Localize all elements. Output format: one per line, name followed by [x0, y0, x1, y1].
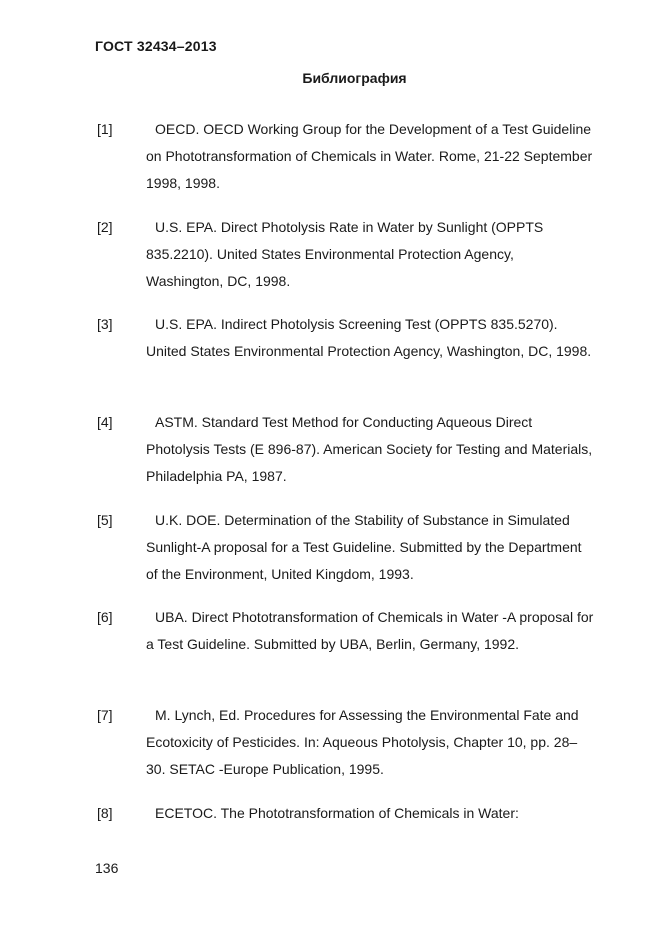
reference-number: [5] [97, 512, 113, 528]
page-number: 136 [95, 860, 119, 876]
reference-text: U.S. EPA. Direct Photolysis Rate in Water by Sunlight (OPPTS 835.2210). United States Environmental Protection Agency, Washington, DC, 1998. [146, 219, 544, 289]
reference-number: [6] [97, 609, 113, 625]
reference-number: [3] [97, 316, 113, 332]
reference-number: [2] [97, 219, 113, 235]
reference-text: U.K. DOE. Determination of the Stability of Substance in Simulated Sunlight-A proposal for a Test Guideline. Submitted by the Department of the Environment, United Kingdom, 1993. [146, 512, 582, 582]
bibliography-title: Библиография [302, 70, 407, 86]
reference-text: UBA. Direct Phototransformation of Chemicals in Water -A proposal for a Test Guideline. Submitted by UBA, Berlin, Germany, 1992. [146, 609, 594, 652]
standard-code-header: ГОСТ 32434–2013 [95, 38, 217, 54]
reference-number: [4] [97, 414, 113, 430]
reference-text: U.S. EPA. Indirect Photolysis Screening Test (OPPTS 835.5270). United States Environmental Protection Agency, Washington, DC, 1998. [146, 316, 592, 359]
reference-number: [8] [97, 805, 113, 821]
reference-number: [1] [97, 121, 113, 137]
reference-text: ECETOC. The Phototransformation of Chemicals in Water: [155, 805, 519, 821]
reference-number: [7] [97, 707, 113, 723]
reference-text: ASTM. Standard Test Method for Conducting Aqueous Direct Photolysis Tests (E 896-87). American Society for Testing and Materials, Philadelphia PA, 1987. [146, 414, 593, 484]
reference-text: M. Lynch, Ed. Procedures for Assessing the Environmental Fate and Ecotoxicity of Pesticides. In: Aqueous Photolysis, Chapter 10, pp. 28–30. SETAC -Europe Publication, 1995. [146, 707, 579, 777]
reference-text: OECD. OECD Working Group for the Development of a Test Guideline on Phototransformation of Chemicals in Water. Rome, 21-22 September 1998, 1998. [146, 121, 593, 191]
